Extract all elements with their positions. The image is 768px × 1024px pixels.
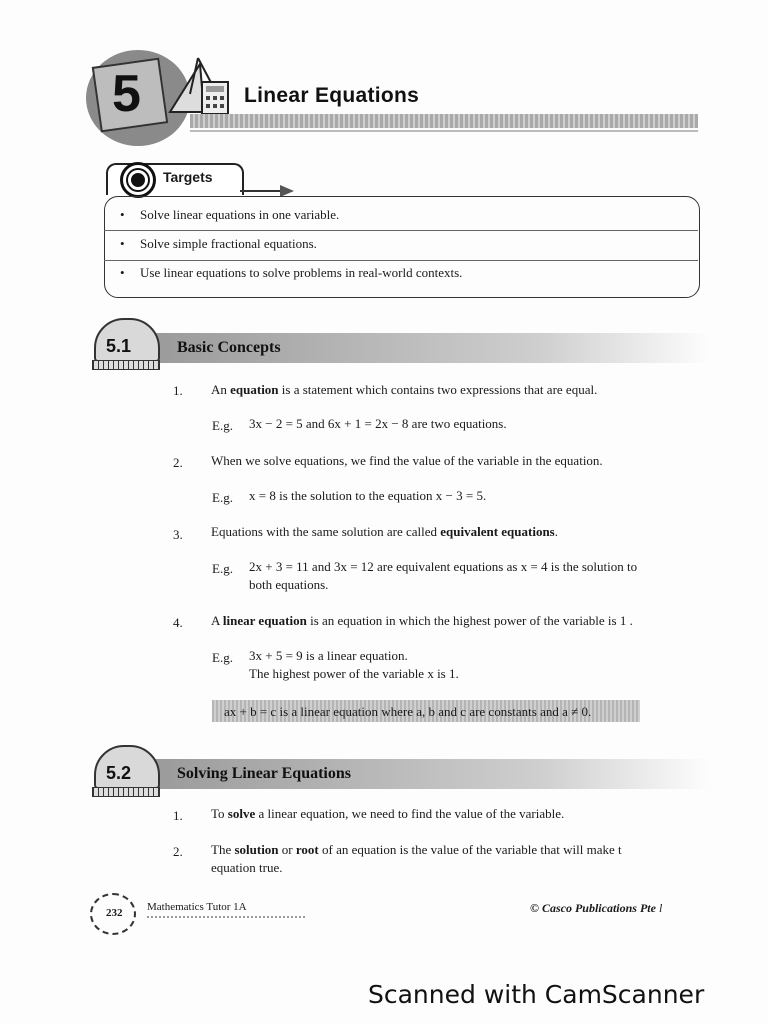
item-text: Equations with the same solution are called equivalent equations.	[211, 524, 558, 539]
example-text: both equations.	[249, 577, 329, 592]
targets-label: Targets	[163, 169, 213, 185]
target-item: • Solve simple fractional equations.	[120, 236, 317, 251]
ruler-icon	[92, 787, 160, 797]
chapter-title-underline	[190, 130, 698, 132]
example-text: x = 8 is the solution to the equation x − 3 = 5.	[249, 488, 487, 503]
chapter-title: Linear Equations	[244, 84, 420, 107]
footer-rule	[147, 916, 307, 918]
compass-calculator-icon	[160, 54, 232, 116]
section-title: Solving Linear Equations	[177, 765, 351, 782]
target-bullseye-icon	[128, 170, 148, 190]
section-number: 5.1	[106, 336, 132, 356]
target-item: • Solve linear equations in one variable.	[120, 207, 340, 222]
item-text: The solution or root of an equation is the value of the variable that will make t	[211, 842, 622, 857]
example-text: 3x − 2 = 5 and 6x + 1 = 2x − 8 are two equations.	[249, 416, 507, 431]
ruler-icon	[92, 360, 160, 370]
item-text: An equation is a statement which contains two expressions that are equal.	[211, 382, 598, 397]
targets-divider	[104, 260, 698, 261]
section-number: 5.2	[106, 763, 132, 783]
eg-label: E.g.	[212, 650, 233, 665]
eg-label: E.g.	[212, 561, 233, 576]
example-text: 2x + 3 = 11 and 3x = 12 are equivalent equations as x = 4 is the solution to	[249, 559, 638, 574]
item-number: 3.	[173, 527, 183, 542]
example-text: The highest power of the variable x is 1.	[249, 666, 459, 681]
eg-label: E.g.	[212, 490, 233, 505]
item-text: When we solve equations, we find the value of the variable in the equation.	[211, 453, 603, 468]
target-item: • Use linear equations to solve problems in real-world contexts.	[120, 265, 463, 280]
item-text: To solve a linear equation, we need to find the value of the variable.	[211, 806, 565, 821]
item-number: 1.	[173, 383, 183, 398]
book-title: Mathematics Tutor 1A	[147, 901, 247, 913]
section-title: Basic Concepts	[177, 339, 281, 356]
item-number: 2.	[173, 455, 183, 470]
targets-divider	[104, 230, 698, 231]
example-text: 3x + 5 = 9 is a linear equation.	[249, 648, 408, 663]
page-number: 232	[106, 907, 123, 919]
item-number: 4.	[173, 615, 183, 630]
item-number: 2.	[173, 844, 183, 859]
item-text-continued: equation true.	[211, 860, 283, 875]
eg-label: E.g.	[212, 418, 233, 433]
item-text: A linear equation is an equation in which the highest power of the variable is 1 .	[211, 613, 633, 628]
chapter-number: 5	[112, 65, 141, 123]
definition-highlight-text: ax + b = c is a linear equation where a, b and c are constants and a ≠ 0.	[224, 704, 592, 719]
publisher: © Casco Publications Pte l	[530, 901, 663, 915]
chapter-title-rule	[190, 114, 698, 128]
item-number: 1.	[173, 808, 183, 823]
scanner-watermark: Scanned with CamScanner	[368, 980, 705, 1009]
